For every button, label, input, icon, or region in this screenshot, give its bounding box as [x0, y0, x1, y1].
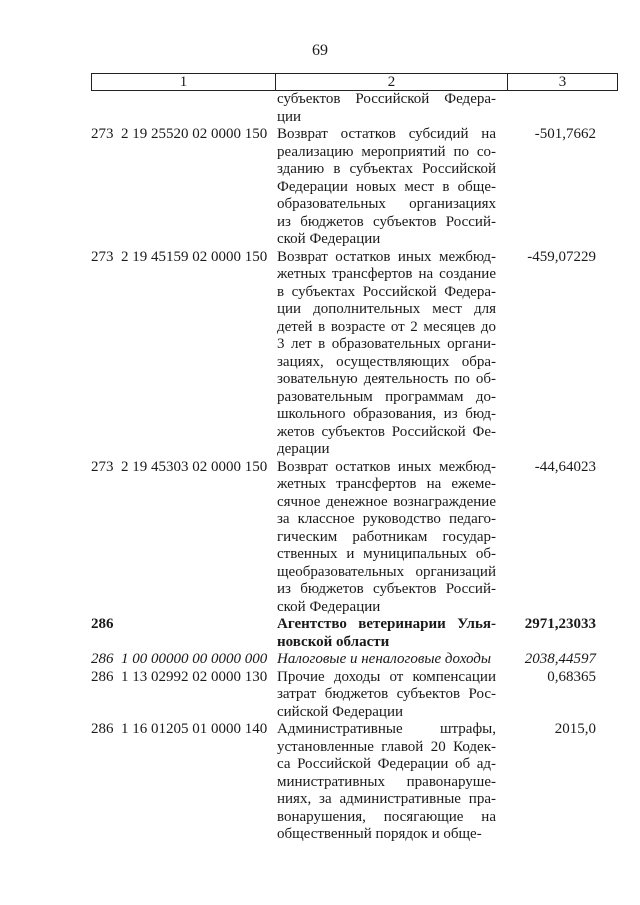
income-description — [277, 126, 496, 249]
description-line: ции — [277, 108, 302, 125]
budget-code: 286 1 13 02992 02 0000 130 — [91, 668, 268, 685]
header-col-3: 3 — [558, 74, 567, 90]
amount — [496, 669, 618, 687]
description-line: Возврат остатков субсидий на — [277, 126, 496, 142]
description-line: установленные главой 20 Кодек- — [277, 738, 496, 755]
description-line: Налоговые и неналоговые доходы — [277, 651, 492, 667]
description-line: за классное руководство педаго- — [277, 511, 496, 527]
description-line: в субъектах Российской Федера- — [277, 283, 496, 300]
budget-code: 273 2 19 45159 02 0000 150 — [91, 248, 268, 265]
description-line: ции дополнительных мест для — [277, 301, 496, 317]
description-line: Возврат остатков иных межбюд- — [277, 248, 496, 265]
table-row — [91, 249, 618, 459]
amount — [496, 126, 618, 144]
header-col-2: 2 — [276, 74, 508, 90]
budget-code: 273 2 19 25520 02 0000 150 — [91, 126, 268, 142]
description-line: Административные штрафы, — [277, 721, 496, 737]
amount — [496, 616, 618, 634]
description-line: дерации — [277, 441, 330, 457]
description-line: жетов субъектов Российской Фе- — [277, 423, 496, 440]
income-description — [277, 669, 496, 722]
description-line: са Российской Федерации об ад- — [277, 756, 496, 772]
description-line: детей в возрасте от 2 месяцев до — [277, 318, 496, 335]
budget-code: 286 1 00 00000 00 0000 000 — [91, 651, 268, 667]
description-line: ской Федерации — [277, 231, 381, 247]
description-line: ниях, за административные пра- — [277, 791, 496, 807]
description-line: новской области — [277, 633, 390, 650]
description-line: зданию в субъектах Российской — [277, 161, 496, 177]
description-line: общественный порядок и обще- — [277, 826, 482, 842]
description-line: из бюджетов субъектов Россий- — [277, 213, 496, 230]
description-line: гическим работникам государ- — [277, 528, 496, 545]
page-number: 69 — [312, 42, 328, 59]
description-line: ственных и муниципальных об- — [277, 546, 496, 562]
table-row — [91, 721, 618, 844]
table-row — [91, 459, 618, 617]
description-line: из бюджетов субъектов Россий- — [277, 581, 496, 597]
amount-value: -501,7662 — [534, 126, 596, 142]
amount-value: 2015,0 — [554, 721, 596, 737]
description-line: затрат бюджетов субъектов Рос- — [277, 686, 496, 702]
description-line: разовательным программам до- — [277, 388, 496, 405]
description-line: образовательных организациях — [277, 196, 496, 212]
income-description — [277, 616, 496, 651]
amount — [496, 651, 618, 669]
table-row — [91, 651, 618, 669]
amount-value: 2038,44597 — [524, 651, 596, 667]
description-line: субъектов Российской Федера- — [277, 91, 496, 107]
income-description — [277, 249, 496, 459]
description-line: ской Федерации — [277, 598, 381, 615]
header-col-1: 1 — [92, 74, 276, 90]
description-line: Агентство ветеринарии Улья- — [277, 616, 496, 632]
amount — [496, 721, 618, 739]
description-line: Федерации новых мест в обще- — [277, 178, 496, 195]
description-line: 3 лет в образовательных органи- — [277, 336, 496, 352]
description-line: зациях, осуществляющих обра- — [277, 353, 496, 370]
table-body — [91, 91, 618, 844]
description-line: жетных трансфертов на ежеме- — [277, 476, 496, 492]
income-description — [277, 91, 496, 126]
table-header — [91, 73, 618, 91]
budget-code: 286 — [91, 616, 114, 632]
description-line: сячное денежное вознаграждение — [277, 493, 496, 510]
amount-value: 2971,23033 — [524, 616, 596, 632]
table-row — [91, 91, 618, 126]
description-line: Прочие доходы от компенсации — [277, 668, 496, 685]
income-description — [277, 651, 496, 669]
description-line: реализацию мероприятий по со- — [277, 143, 496, 160]
description-line: сийской Федерации — [277, 703, 404, 720]
income-description — [277, 721, 496, 844]
description-line: вонарушения, посягающие на — [277, 808, 496, 825]
table-row — [91, 616, 618, 651]
description-line: щеобразовательных организаций — [277, 563, 496, 580]
amount-value: 0,68365 — [547, 668, 596, 685]
table-row — [91, 126, 618, 249]
budget-code: 273 2 19 45303 02 0000 150 — [91, 458, 268, 475]
amount-value: -44,64023 — [534, 458, 596, 475]
amount-value: -459,07229 — [527, 248, 596, 265]
description-line: жетных трансфертов на создание — [277, 266, 496, 282]
income-description — [277, 459, 496, 617]
table-row — [91, 669, 618, 722]
description-line: школьного образования, из бюд- — [277, 406, 496, 422]
budget-code: 286 1 16 01205 01 0000 140 — [91, 721, 268, 737]
amount — [496, 249, 618, 267]
description-line: министративных правонаруше- — [277, 773, 496, 790]
amount — [496, 459, 618, 477]
description-line: зовательную деятельность по об- — [277, 371, 496, 387]
description-line: Возврат остатков иных межбюд- — [277, 458, 496, 475]
